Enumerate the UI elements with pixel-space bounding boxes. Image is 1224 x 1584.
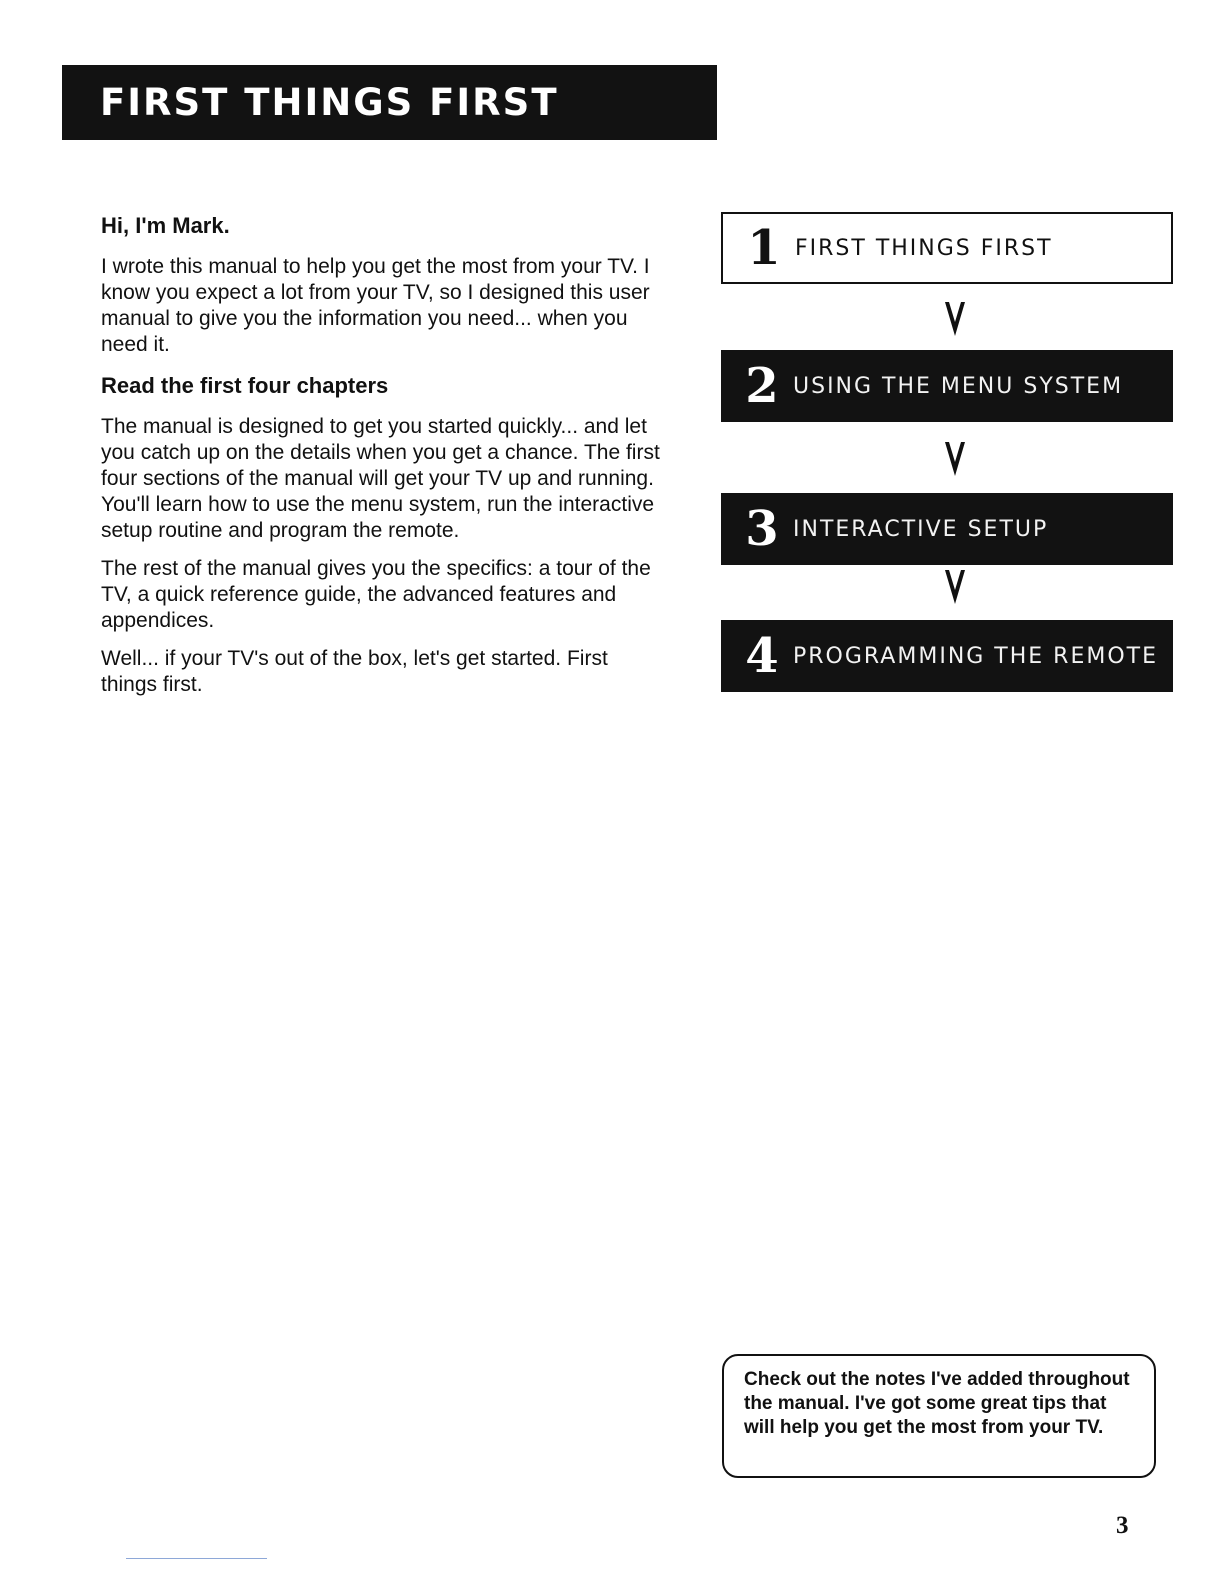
- down-arrow-icon: [943, 300, 967, 338]
- chapter-number: 4: [745, 628, 779, 684]
- chapter-label: PROGRAMMING THE REMOTE: [793, 643, 1159, 669]
- chapter-step-1: [721, 212, 1173, 284]
- down-arrow-icon: [943, 568, 967, 606]
- chapter-label: FIRST THINGS FIRST: [795, 235, 1053, 261]
- tip-note-box: [722, 1354, 1156, 1478]
- intro-paragraph-1: I wrote this manual to help you get the most from your TV. I know you expect a lot from your TV, so I designed this user manual to give you the information you need... when you need it.: [101, 255, 650, 356]
- down-arrow-icon: [943, 440, 967, 478]
- intro-column: [101, 212, 661, 710]
- footer-rule: [126, 1558, 267, 1559]
- chapter-number: 3: [745, 501, 779, 557]
- chapter-number: 1: [747, 220, 781, 276]
- chapter-title-bar: [62, 65, 717, 140]
- chapter-step-3: [721, 493, 1173, 565]
- intro-paragraph-3: The rest of the manual gives you the specifics: a tour of the TV, a quick reference guide, the advanced features and appendices.: [101, 557, 651, 632]
- chapter-title: FIRST THINGS FIRST: [100, 81, 559, 124]
- chapter-step-2: [721, 350, 1173, 422]
- chapter-label: USING THE MENU SYSTEM: [793, 373, 1124, 399]
- greeting-heading: Hi, I'm Mark.: [101, 213, 230, 238]
- chapter-step-4: [721, 620, 1173, 692]
- chapter-number: 2: [745, 358, 779, 414]
- intro-paragraph-2: The manual is designed to get you started quickly... and let you catch up on the details when you get a chance. The first four sections of the manual will get your TV up and running. You'll learn how to use the menu system, run the interactive setup routine and program the remote.: [101, 415, 660, 542]
- tip-note-text: Check out the notes I've added throughout the manual. I've got some great tips that will help you get the most from your TV.: [744, 1369, 1130, 1438]
- page-number: 3: [1116, 1512, 1129, 1539]
- chapter-label: INTERACTIVE SETUP: [793, 516, 1049, 542]
- intro-paragraph-4: Well... if your TV's out of the box, let's get started. First things first.: [101, 647, 608, 696]
- section-heading: Read the first four chapters: [101, 373, 389, 398]
